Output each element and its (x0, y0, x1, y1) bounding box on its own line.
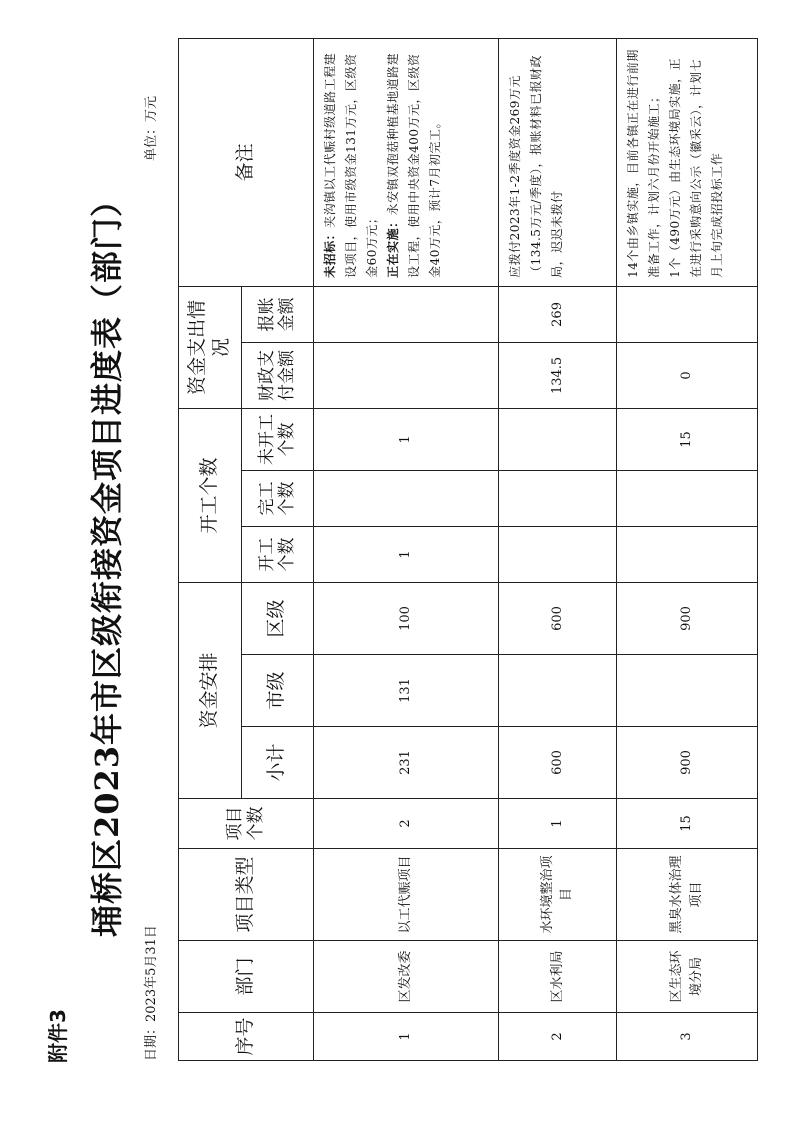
header-seq: 序号 (179, 1013, 314, 1061)
remark-text: 1个（490万元）由生态环境局实施，正在进行采购意向公示（徽采云），计划七月上旬完成招投标工作 (667, 57, 724, 278)
header-remarks: 备注 (179, 38, 314, 286)
header-not-started: 未开工个数 (241, 408, 313, 470)
header-paid: 财政支付金额 (241, 342, 313, 408)
cell-subtotal: 900 (616, 727, 757, 799)
cell-district: 900 (616, 582, 757, 654)
table-row (313, 38, 499, 1060)
cell-type: 以工代赈项目 (313, 849, 499, 941)
remark-text: 应拨付2023年1-2季度资金269万元（134.5万元/季度），报账材料已报财政局，迟迟未拨付 (508, 55, 565, 278)
cell-completed (499, 470, 616, 526)
table-row (616, 38, 757, 1060)
cell-paid: 134.5 (499, 342, 616, 408)
header-completed: 完工个数 (241, 470, 313, 526)
cell-not-started (499, 408, 616, 470)
remark-text: 永安镇双孢菇种植基地道路建设工程，使用中央资金400万元，区级资金40万元，预计7月初完工。 (385, 52, 442, 278)
cell-district: 600 (499, 582, 616, 654)
header-reimbursed: 报账金额 (241, 286, 313, 342)
cell-not-started: 15 (616, 408, 757, 470)
cell-remarks (616, 38, 757, 286)
cell-started (616, 526, 757, 582)
cell-dept: 区生态环境分局 (616, 941, 757, 1013)
remark-line (383, 47, 446, 278)
remark-text: 夹沟镇以工代赈村级道路工程建设项目，使用市级资金131万元，区级资金60万元； (322, 52, 379, 278)
remark-text: 14个由乡镇实施，目前各镇正在进行前期准备工作，计划六月份开始施工； (625, 49, 661, 278)
cell-subtotal: 231 (313, 727, 499, 799)
remark-line (320, 47, 383, 278)
cell-reimbursed (616, 286, 757, 342)
cell-seq: 3 (616, 1013, 757, 1061)
page-title: 埇桥区2023年市区级衔接资金项目进度表（部门） (88, 183, 126, 938)
cell-city (499, 655, 616, 727)
header-city: 市级 (241, 655, 313, 727)
cell-started: 1 (313, 526, 499, 582)
header-spend-group: 资金支出情况 (179, 286, 242, 408)
header-district: 区级 (241, 582, 313, 654)
attachment-label: 附件3 (46, 1009, 70, 1063)
cell-reimbursed (313, 286, 499, 342)
cell-type: 黑臭水体治理项目 (616, 849, 757, 941)
remark-label: 未招标： (322, 227, 337, 278)
cell-type: 水环境整治项目 (499, 849, 616, 941)
cell-started (499, 526, 616, 582)
cell-city (616, 655, 757, 727)
header-started: 开工个数 (241, 526, 313, 582)
progress-table (178, 38, 758, 1061)
cell-seq: 1 (313, 1013, 499, 1061)
header-work-group: 开工个数 (179, 408, 242, 582)
header-type: 项目类型 (179, 849, 314, 941)
cell-count: 15 (616, 799, 757, 849)
cell-not-started: 1 (313, 408, 499, 470)
cell-count: 2 (313, 799, 499, 849)
cell-subtotal: 600 (499, 727, 616, 799)
remark-line (623, 47, 665, 278)
cell-dept: 区水利局 (499, 941, 616, 1013)
cell-remarks (499, 38, 616, 286)
table-row (499, 38, 616, 1060)
cell-count: 1 (499, 799, 616, 849)
header-dept: 部门 (179, 941, 314, 1013)
cell-seq: 2 (499, 1013, 616, 1061)
cell-completed (616, 470, 757, 526)
cell-district: 100 (313, 582, 499, 654)
cell-dept: 区发改委 (313, 941, 499, 1013)
cell-paid: 0 (616, 342, 757, 408)
unit-label: 单位：万元 (144, 95, 159, 161)
report-date: 日期：2023年5月31日 (144, 925, 159, 1061)
remark-line (665, 47, 728, 278)
cell-city: 131 (313, 655, 499, 727)
cell-remarks (313, 38, 499, 286)
header-subtotal: 小计 (241, 727, 313, 799)
remark-line (505, 47, 568, 278)
cell-reimbursed: 269 (499, 286, 616, 342)
cell-paid (313, 342, 499, 408)
header-funds-group: 资金安排 (179, 582, 242, 798)
remark-label: 正在实施： (385, 215, 400, 278)
cell-completed (313, 470, 499, 526)
header-count: 项目个数 (179, 799, 314, 849)
